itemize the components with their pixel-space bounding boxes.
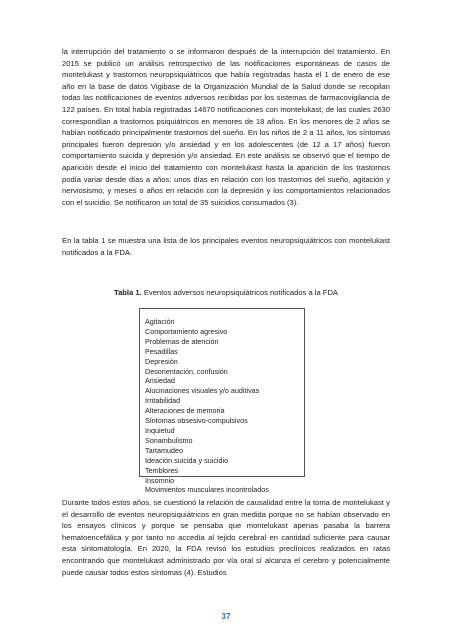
table-item: Síntomas obsesivo-compulsivos bbox=[145, 416, 248, 426]
table-item: Depresión bbox=[145, 356, 178, 366]
table-item: Sonambulismo bbox=[145, 435, 193, 445]
table-item: Tartamudeo bbox=[145, 445, 183, 455]
table-item: Irritabilidad bbox=[145, 396, 181, 406]
table-item: Alucinaciones visuales y/o auditivas bbox=[145, 386, 260, 396]
table-item: Alteraciones de memoria bbox=[145, 406, 225, 416]
table-item: Temblores bbox=[145, 465, 179, 475]
table-item: Problemas de atención bbox=[145, 336, 219, 346]
table-item: Ansiedad bbox=[145, 376, 175, 386]
table-item: Inquietud bbox=[145, 425, 175, 435]
table-item: Desorientación, confusión bbox=[145, 366, 228, 376]
table-item: Ideación suicida y suicidio bbox=[145, 455, 229, 465]
table-item: Comportamiento agresivo bbox=[145, 326, 228, 336]
table-item: Movimientos musculares incontrolados bbox=[145, 485, 269, 495]
table-item: Pesadillas bbox=[145, 346, 178, 356]
table-item: Insomnio bbox=[145, 475, 175, 485]
adverse-events-table bbox=[139, 308, 305, 495]
table-caption-label: Tabla 1. bbox=[114, 288, 142, 297]
table-caption bbox=[0, 287, 452, 298]
body-paragraph: En la tabla 1 se muestra una lista de los principales eventos neuropsiquiátricos con montelukast notificados a la FDA. bbox=[62, 236, 390, 257]
table-caption-text: Eventos adversos neuropsiquiátricos notificados a la FDA bbox=[141, 288, 338, 297]
adverse-events-list bbox=[145, 317, 304, 495]
table-item: Agitación bbox=[145, 317, 175, 326]
body-paragraph: la interrupción del tratamiento o se informaron después de la interrupción del tratamiento. En 2015 se publicó un análisis retrospectivo de las notificaciones espontáneas de casos de montelukast y trastornos neuropsiquiátricos que había registradas hasta el 1 de enero de ese año en la base de datos Vigibase de la Organización Mundial de la Salud donde se recopilan todas las notificaciones de eventos adversos recibidas por los sistemas de farmacovigilancia de 122 países. En total había registradas 14670 notificaciones con montelukast, de las cuales 2630 correspondían a trastornos psiquiátricos en menores de 18 años. En los menores de 2 años se habían notificado principalmente trastornos del sueño. En los niños de 2 a 11 años, los síntomas principales fueron depresión y/o ansiedad y en los adolescentes (de 12 a 17 años) fueron comportamiento suicida y depresión y/o ansiedad. En este análisis se observó que el tiempo de aparición desde el inicio del tratamiento con montelukast hasta la aparición de los trastornos podía variar desde días a años: unos días en relación con los trastornos del sueño, agitación y nerviosismo, y meses o años en relación con la depresión y los comportamientos relacionados con el suicidio. Se notificaron un total de 35 suicidios consumados (3). bbox=[62, 47, 390, 207]
page-number: 37 bbox=[221, 611, 231, 621]
body-paragraph: Durante todos estos años, se cuestionó la relación de causalidad entre la toma de montelukast y el desarrollo de eventos neuropsiquiátricos en gran medida porque no se habían observado en los ensayos clínicos y porque se pensaba que montelukast apenas pasaba la barrera hematoencefálica y por tanto no accedía al tejido cerebral en cantidad suficiente para causar esta sintomatología. En 2020, la FDA revisó los estudios preclínicos realizados en ratas encontrando que montelukast administrado por vía oral sí alcanza el cerebro y potencialmente puede causar todos estos síntomas (4). Estudios bbox=[62, 498, 390, 577]
